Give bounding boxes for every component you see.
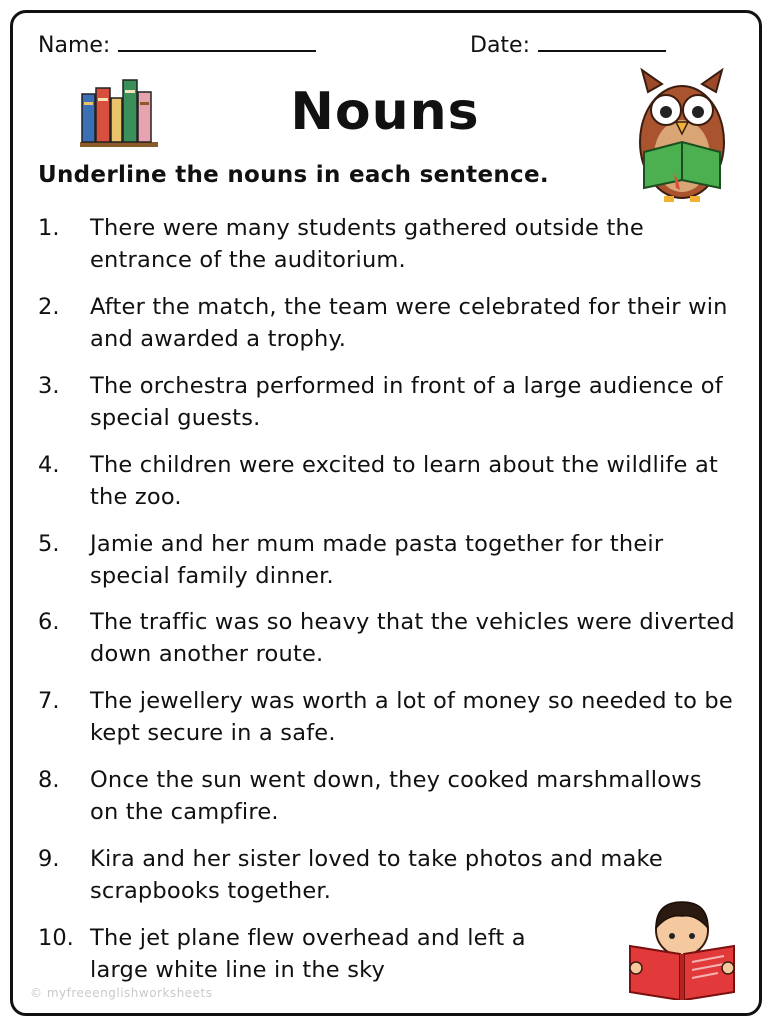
question-number: 4. [38,452,60,478]
date-field [470,32,666,58]
watermark: © myfreeenglishworksheets [30,986,213,1000]
instructions: Underline the nouns in each sentence. [38,162,549,188]
name-field [38,32,316,58]
question-text: After the match, the team were celebrated for their win and awarded a trophy. [90,294,728,352]
question-number: 3. [38,373,60,399]
question-text: Kira and her sister loved to take photos and make scrapbooks together. [90,846,663,904]
question-number: 10. [38,925,74,951]
question-text: The orchestra performed in front of a large audience of special guests. [90,373,723,431]
name-label: Name: [38,33,111,58]
date-blank-line[interactable] [538,32,666,52]
question-number: 8. [38,767,60,793]
name-blank-line[interactable] [118,32,316,52]
question-number: 9. [38,846,60,872]
question-text: The children were excited to learn about the wildlife at the zoo. [90,452,718,510]
question-number: 7. [38,688,60,714]
question-number: 1. [38,215,60,241]
question-number: 5. [38,531,60,557]
owl-reading-icon [628,64,736,206]
question-text: There were many students gathered outside the entrance of the auditorium. [90,215,644,273]
question-text: The jewellery was worth a lot of money so needed to be kept secure in a safe. [90,688,733,746]
question-text: Jamie and her mum made pasta together for their special family dinner. [90,531,664,589]
date-label: Date: [470,33,530,58]
question-text: The jet plane flew overhead and left a large white line in the sky [90,925,526,983]
question-number: 6. [38,609,60,635]
page-title: Nouns [290,82,480,142]
question-text: The traffic was so heavy that the vehicles were diverted down another route. [90,609,735,667]
question-number: 2. [38,294,60,320]
question-text: Once the sun went down, they cooked marshmallows on the campfire. [90,767,702,825]
child-reading-icon [626,896,738,1000]
